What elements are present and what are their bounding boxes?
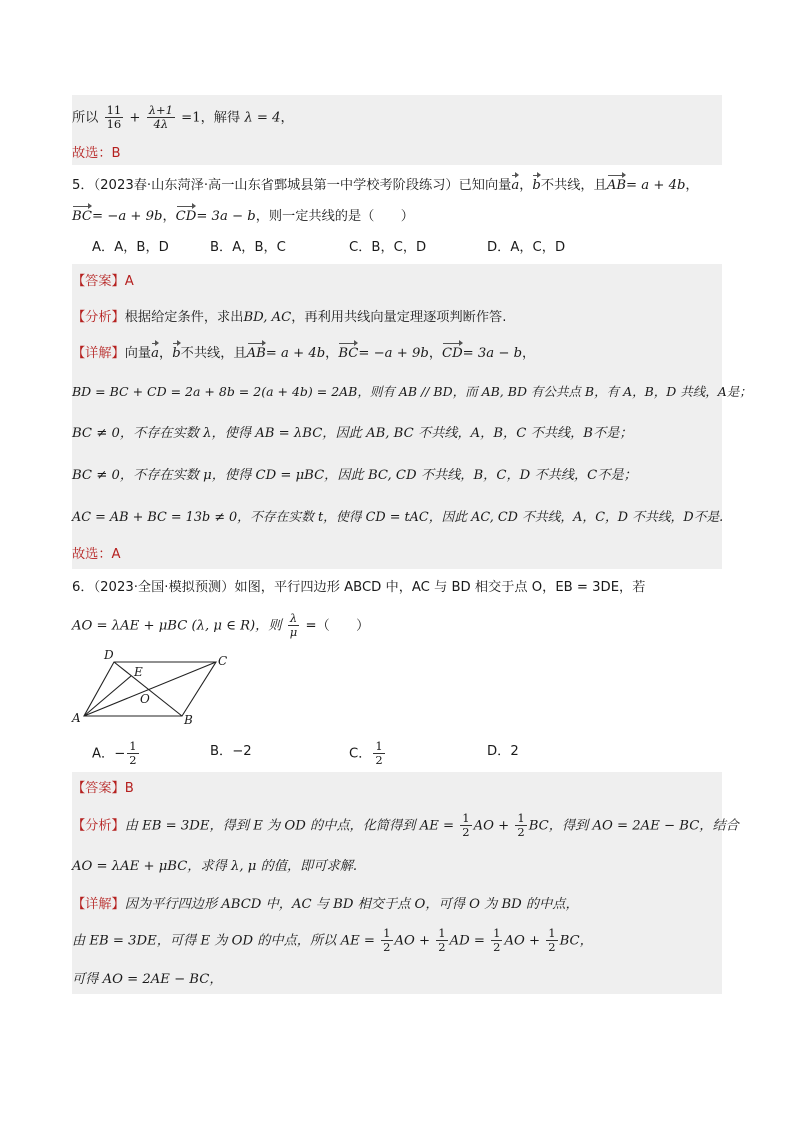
q6-analysis-line1: 【分析】由 EB = 3DE，得到 E 为 OD 的中点，化简得到 AE = $\frac{1}{2}$ AO + $\frac{1}{2}$ BC，得到 AO = 2AE − BC，结合	[72, 811, 739, 839]
label-o: O	[140, 692, 150, 706]
q6-stem-line1: 6．（2023·全国·模拟预测）如图，平行四边形 ABCD 中，AC 与 BD 相交于点 O，EB = 3DE，若	[72, 580, 646, 595]
prev-choice: 故选：B	[72, 146, 121, 161]
fraction-11-16: $\frac{11}{16}$	[106, 103, 122, 131]
q6-option-c[interactable]: C． $\frac{1}{2}$	[349, 739, 383, 767]
q5-option-b[interactable]: B．A，B，C	[210, 240, 286, 255]
q6-analysis-line2: AO = λAE + μBC，求得 λ, μ 的值，即可求解.	[72, 859, 358, 874]
q6-answer: 【答案】B	[72, 781, 134, 796]
q5-detail-line3: BC ≠ 0，不存在实数 λ，使得 AB = λBC，因此 AB, BC 不共线，A，B，C 不共线，B不是；	[72, 426, 633, 441]
q5-stem-line1: 5．（2023春·山东菏泽·高一山东省鄄城县第一中学校考阶段练习）已知向量a，b不共线，且AB= a + 4b，	[72, 176, 699, 196]
q5-detail-line5: AC = AB + BC = 13b ≠ 0，不存在实数 t，使得 CD = tAC，因此 AC, CD 不共线，A，C，D 不共线，D不是.	[72, 510, 724, 525]
q5-option-d[interactable]: D．A，C，D	[487, 240, 566, 255]
q6-stem-line2: AO = λAE + μBC (λ, μ ∈ R)，则 $\frac{\lambda}{\mu}$ =（ ）	[72, 611, 370, 639]
q6-detail-line1: 【详解】因为平行四边形 ABCD 中，AC 与 BD 相交于点 O，可得 O 为 BD 的中点，	[72, 897, 579, 912]
parallelogram-figure	[70, 648, 240, 728]
fraction-lambda-mu: $\frac{\lambda}{\mu}$	[289, 611, 298, 639]
prev-solution-line: 所以 $\frac{11}{16}$ + $\frac{\lambda+1}{4\lambda}$ =1，解得 λ = 4，	[72, 103, 294, 131]
solution-band-q6	[72, 772, 722, 994]
label-b: B	[184, 713, 193, 727]
fraction-lambda: $\frac{\lambda+1}{4\lambda}$	[148, 103, 173, 131]
q6-option-d[interactable]: D．2	[487, 744, 519, 759]
q6-detail-line3: 可得 AO = 2AE − BC，	[72, 972, 223, 987]
q6-detail-line2: 由 EB = 3DE，可得 E 为 OD 的中点，所以 AE = $\frac{1}{2}$ AO + $\frac{1}{2}$ AD = $\frac{1}{2}$ AO + $\frac{1}{2}$ BC，	[72, 926, 593, 954]
q5-option-c[interactable]: C．B，C，D	[349, 240, 427, 255]
q5-analysis: 【分析】根据给定条件，求出BD, AC，再利用共线向量定理逐项判断作答.	[72, 310, 507, 325]
q5-option-a[interactable]: A．A，B，D	[92, 240, 169, 255]
q5-stem-line2: BC= −a + 9b，CD= 3a − b，则一定共线的是（ ）	[72, 207, 414, 227]
label-e: E	[134, 665, 143, 679]
q5-detail-line2: BD = BC + CD = 2a + 8b = 2(a + 4b) = 2AB，则有 AB // BD，而 AB, BD 有公共点 B，有 A，B，D 共线，A是；	[72, 384, 752, 399]
q5-choice: 故选：A	[72, 547, 121, 562]
q6-option-a[interactable]: A．− $\frac{1}{2}$	[92, 739, 137, 767]
q6-option-b[interactable]: B．−2	[210, 744, 252, 759]
q5-answer: 【答案】A	[72, 274, 134, 289]
label-d: D	[104, 648, 114, 662]
label-a: A	[72, 711, 81, 725]
q5-detail-line1: 【详解】向量a，b不共线，且AB= a + 4b，BC= −a + 9b，CD= 3a − b，	[72, 344, 535, 364]
q5-detail-line4: BC ≠ 0，不存在实数 μ，使得 CD = μBC，因此 BC, CD 不共线，B，C，D 不共线，C不是；	[72, 468, 637, 483]
label-c: C	[218, 654, 228, 668]
